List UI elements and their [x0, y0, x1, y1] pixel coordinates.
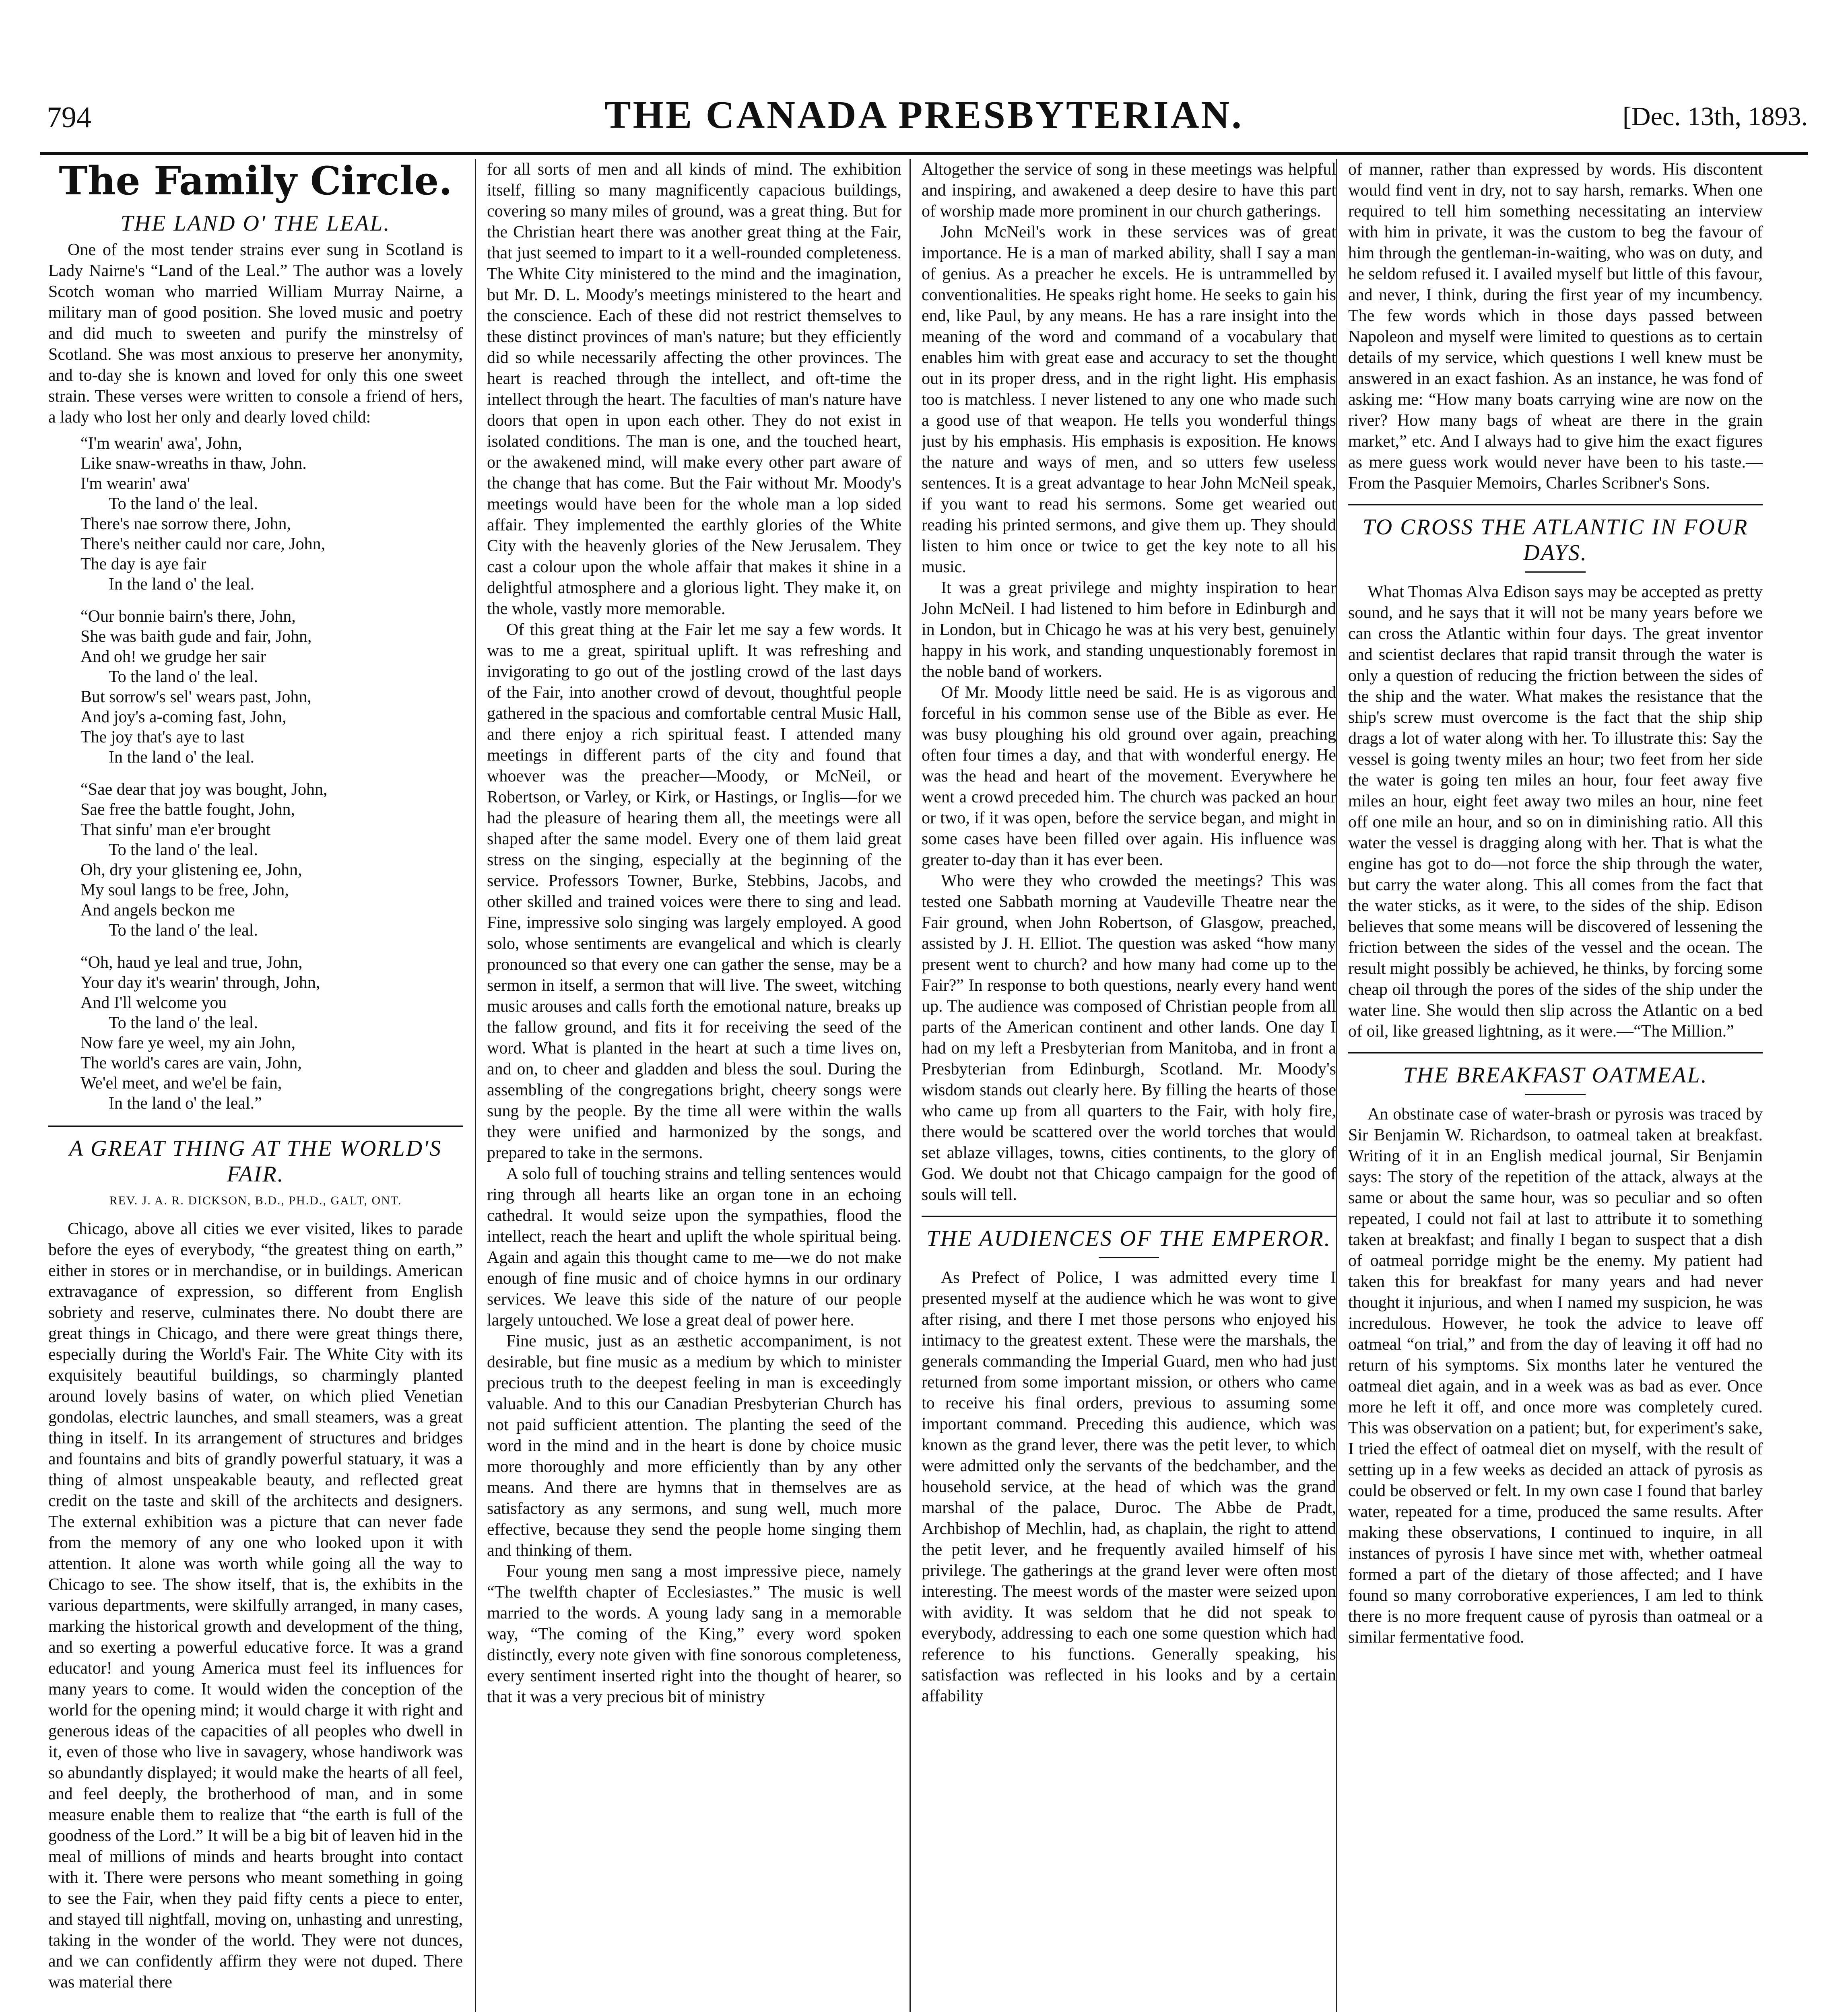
poem-line: And angels beckon me: [80, 901, 235, 919]
article-paragraph: Chicago, above all cities we ever visited, likes to parade before the eyes of everybody, “the greatest thing on earth,” either in stores or in merchandise, or in buildings. American extravagance of expression, so different from English sobriety and reserve, culminates there. No doubt there are great things in Chicago, and there were great things there, especially during the World's Fair. The White City with its exquisitely beautiful buildings, so charmingly planted around lovely basins of water, on which plied Venetian gondolas, electric launches, and small steamers, was a great thing in itself. In its arrangement of structures and bridges and fountains and bits of grandly powerful statuary, it was a thing of almost unspeakable beauty, and reflected great credit on the taste and skill of the architects and designers. The external exhibition was a picture that can never fade from the memory of any one who looked upon it with attention. It alone was worth while going all the way to Chicago to see. The show itself, that is, the exhibits in the various departments, were skilfully arranged, in many cases, marking the historical growth and development of the thing, and so exerting a powerful educative force. It was a grand educator! and young America must feel its influences for many years to come. It would widen the conception of the world for the opening mind; it would charge it with right and generous ideas of the capacities of all peoples who dwell in it, even of those who live in savagery, whose handiwork was so abundantly displayed; it would make the hearts of all feel, and feel deeply, the brotherhood of man, and in some measure enable them to realize that “the earth is full of the goodness of the Lord.” It will be a big bit of leaven hid in the meal of millions of minds and hearts brought into contact with it. There were persons who meant something in going to see the Fair, when they paid fifty cents a piece to enter, and stayed till nightfall, moving on, unhasting and unresting, taking in the wonder of the world. They were not dunces, and we can confidently affirm they were not duped. There was material there: [48, 1220, 463, 1991]
article-byline: REV. J. A. R. DICKSON, B.D., PH.D., GALT, ONT.: [109, 1194, 402, 1207]
article-title-emperor: THE AUDIENCES OF THE EMPEROR.: [926, 1226, 1331, 1251]
poem-line: And joy's a-coming fast, John,: [80, 708, 287, 726]
poem-line: Oh, dry your glistening ee, John,: [80, 861, 302, 879]
poem-line: To the land o' the leal.: [109, 841, 258, 859]
column-2: [487, 159, 901, 2012]
page-number: 794: [47, 101, 91, 134]
article-paragraph: Altogether the service of song in these meetings was helpful and inspiring, and awakened a deep desire to have this part of worship made more prominent in our church gatherings.: [922, 160, 1336, 221]
poem-line: To the land o' the leal.: [109, 921, 258, 940]
article-paragraph: One of the most tender strains ever sung in Scotland is Lady Nairne's “Land of the Leal.” The author was a lovely Scotch woman who married William Murray Nairne, a military man of good position. She loved music and poetry and did much to sweeten and purify the minstrelsy of Scotland. She was most anxious to preserve her anonymity, and to-day she is known and loved for only this one sweet strain. These verses were written to console a friend of hers, a lady who lost her only and dearly loved child:: [48, 241, 463, 427]
article-paragraph: Of Mr. Moody little need be said. He is as vigorous and forceful in his common sense use of the Bible as ever. He was busy ploughing his old ground over again, preaching often four times a day, and that with wonderful energy. He was the head and heart of the movement. Everywhere he went a crowd preceded him. The church was packed an hour or two, if it was open, before the service began, and might in some cases have been filled over again. His influence was greater to-day than it has ever been.: [922, 683, 1336, 869]
poem-line: “I'm wearin' awa', John,: [80, 434, 242, 453]
article-paragraph: John McNeil's work in these services was of great importance. He is a man of marked ability, shall I say a man of genius. As a preacher he excels. He is untrammelled by conventionalities. He speaks right home. He seeks to gain his end, like Paul, by any means. He has a rare insight into the meaning of the word and command of a vocabulary that enables him with great ease and accuracy to set the thought out in its proper dress, and in the right light. His emphasis too is matchless. I never listened to any one who made such a good use of that weapon. He tells you wonderful things just by his emphasis. His emphasis is exposition. He knows the nature and ways of men, and so utters few useless sentences. It is a great advantage to hear John McNeil speak, if you want to read his sermons. Some get wearied out reading his printed sermons, and give them up. They should listen to him once or twice to get the key note to all his music.: [922, 223, 1336, 576]
poem-line: She was baith gude and fair, John,: [80, 627, 312, 646]
title-rule: [1099, 1257, 1159, 1258]
title-rule: [1525, 1094, 1586, 1095]
poem-line: Like snaw-wreaths in thaw, John.: [80, 454, 307, 473]
column-divider: [910, 159, 911, 2012]
poem-line: Now fare ye weel, my ain John,: [80, 1034, 296, 1052]
article-paragraph: What Thomas Alva Edison says may be accepted as pretty sound, and he says that it will not be many years before we can cross the Atlantic within four days. The great inventor and scientist declares that rapid transit through the water is only a question of reducing the friction between the sides of the ship and the water. What makes the resistance that the ship's screw must overcome is the fact that the ship ship drags a lot of water along with her. To illustrate this: Say the vessel is going twenty miles an hour; two feet from her side the water is going ten miles an hour, four feet away five miles an hour, eight feet away two miles an hour, nine feet off one mile an hour, and so on in diminishing ratio. All this water the vessel is dragging along with her. That is what the engine has got to do—not force the ship through the water, but carry the water along. This all comes from the fact that the water sticks, as it were, to the sides of the ship. Edison believes that some means will be discovered of lessening the friction between the sides of the vessel and the ocean. The result might possibly be achieved, he thinks, by forcing some cheap oil through the pores of the sides of the ship under the water line. She would then slip across the Atlantic on a bed of oil, like greased lightning, as it were.—“The Million.”: [1348, 583, 1763, 1041]
masthead: THE CANADA PRESBYTERIAN.: [604, 93, 1244, 137]
department-title: The Family Circle.: [59, 159, 452, 204]
poem-line: In the land o' the leal.: [109, 748, 255, 767]
article-paragraph: Fine music, just as an æsthetic accompaniment, is not desirable, but fine music as a medium by which to minister precious truth to the deepest feeling in man is exceedingly valuable. And to this our Canadian Presbyterian Church has not paid sufficient attention. The planting the seed of the word in the mind and in the heart is done by choice music more thoroughly and more efficiently than by any other means. And there are hymns that in themselves are as satisfactory as any sermons, and sung well, much more effective, because they send the people home singing them and thinking of them.: [487, 1332, 901, 1560]
article-divider: [1348, 504, 1763, 505]
poem-line: In the land o' the leal.”: [109, 1094, 262, 1113]
column-4: [1348, 159, 1763, 2012]
header-rule: [40, 152, 1808, 155]
column-divider: [475, 159, 476, 2012]
article-divider: [1348, 1052, 1763, 1053]
poem-stanza: [64, 952, 463, 1113]
poem-line: “Oh, haud ye leal and true, John,: [80, 953, 303, 972]
issue-date: [Dec. 13th, 1893.: [1622, 102, 1808, 131]
article-title-atlantic: TO CROSS THE ATLANTIC IN FOUR DAYS.: [1362, 515, 1749, 565]
poem-line: My soul langs to be free, John,: [80, 881, 289, 899]
article-paragraph: of manner, rather than expressed by words. His discontent would find vent in dry, not to say harsh, remarks. When one required to tell him something necessitating an interview with him in private, it was the custom to beg the favour of him through the gentleman-in-waiting, who was on duty, and he seldom refused it. I availed myself but little of this favour, and never, I think, during the first year of my incumbency. The few words which in those days passed between Napoleon and myself were limited to questions as to certain details of my service, which questions I well knew must be answered in an exact fashion. As an instance, he was fond of asking me: “How many boats carrying wine are now on the river? How many bags of wheat are there in the grain market,” etc. And I always had to give him the exact figures as mere guess work would never have been to his taste.—From the Pasquier Memoirs, Charles Scribner's Sons.: [1348, 160, 1763, 493]
poem-line: To the land o' the leal.: [109, 1014, 258, 1032]
title-rule: [1525, 571, 1586, 573]
poem-line: I'm wearin' awa': [80, 474, 190, 493]
page-header: [40, 93, 1808, 149]
article-paragraph: Of this great thing at the Fair let me say a few words. It was to me a great, spiritual uplift. It was refreshing and invigorating to go out of the jostling crowd of the last days of the Fair, into another crowd of devout, thoughtful people gathered in the spacious and comfortable central Music Hall, and there enjoy a rich spiritual feast. I attended many meetings in different parts of the city and found that whoever was the preacher—Moody, or McNeil, or Robertson, or Varley, or Kirk, or Hastings, or Inglis—for we had the pleasure of hearing them all, the meetings were all shaped after the same model. Every one of them laid great stress on the singing, especially at the beginning of the service. Professors Towner, Burke, Stebbins, Jacobs, and other skilled and trained voices were there to sing and lead. Fine, impressive solo singing was largely employed. A good solo, whose sentiments are evangelical and which is clearly pronounced so that every one can gather the sense, may be a sermon in itself, a sermon that will live. The sweet, witching music arouses and calls forth the emotional nature, breaks up the fallow ground, and fits it for receiving the seed of the word. What is planted in the heart at such a time lives on, and on, to cheer and gladden and bless the soul. During the assembling of the congregations bright, cheery songs were sung by the people. By the time all were within the walls they were unified and harmonized by the songs, and prepared to take in the sermons.: [487, 621, 901, 1162]
article-paragraph: As Prefect of Police, I was admitted every time I presented myself at the audience which he was wont to give after rising, and there I met those persons who enjoyed his intimacy to the greatest extent. These were the marshals, the generals commanding the Imperial Guard, men who had just returned from some important mission, or others who came to receive his final orders, previous to assuming some important command. Preceding this audience, which was known as the grand lever, there was the petit lever, to which were admitted only the servants of the bedchamber, and the household service, at the head of which was the grand marshal of the palace, Duroc. The Abbe de Pradt, Archbishop of Mechlin, had, as chaplain, the right to attend the petit lever, and he frequently availed himself of his privilege. The gatherings at the grand lever were often most interesting. The meest words of the master were seized upon with avidity. It was seldom that he did not speak to everybody, addressing to each one some question which had reference to his functions. Generally speaking, his satisfaction was reflected in his looks and by a certain affability: [922, 1268, 1336, 1705]
column-3: [922, 159, 1336, 2012]
poem-line: There's nae sorrow there, John,: [80, 515, 291, 533]
poem-line: There's neither cauld nor care, John,: [80, 535, 326, 553]
article-paragraph: An obstinate case of water-brash or pyrosis was traced by Sir Benjamin W. Richardson, to oatmeal taken at breakfast. Writing of it in an English medical journal, Sir Benjamin says: The story of the repetition of the attack, always at the same or about the same hour, was so peculiar and so often repeated, I could not fail at last to attribute it to something taken at breakfast; and finally I began to suspect that a dish of oatmeal porridge might be the enemy. My patient had taken this for breakfast for many years and had never thought it injurious, and when I named my suspicion, he was incredulous. However, he took the advice to leave off oatmeal “on trial,” and from the day of leaving it off had no return of his symptoms. Six months later he ventured the oatmeal diet again, and in a week was as bad as ever. Once more he left it off, and once more was completely cured. This was observation on a patient; but, for experiment's sake, I tried the effect of oatmeal diet on myself, with the result of setting up in a few weeks as decided an attack of pyrosis as could be observed or felt. In my own case I found that barley water, repeated for a time, produced the same results. After making these observations, I continued to inquire, in all instances of pyrosis I have since met with, whether oatmeal formed a part of the dietary of those affected; and I have found so many corroborative experiences, I am led to think there is no more frequent cause of pyrosis than oatmeal or a similar fermentative food.: [1348, 1105, 1763, 1647]
poem-line: “Our bonnie bairn's there, John,: [80, 607, 296, 626]
article-paragraph: A solo full of touching strains and telling sentences would ring through all hearts like an organ tone in an echoing cathedral. It would seize upon the sympathies, flood the intellect, reach the heart and uplift the whole spiritual being. Again and again this thought came to me—we do not make enough of fine music and of choice hymns in our ordinary services. We leave this side of the nature of our people largely untouched. We lose a great deal of power here.: [487, 1165, 901, 1330]
poem: [64, 433, 463, 1113]
article-divider: [922, 1216, 1336, 1217]
poem-line: But sorrow's sel' wears past, John,: [80, 688, 311, 706]
article-title-fair: A GREAT THING AT THE WORLD'S FAIR.: [69, 1136, 442, 1187]
article-title-oatmeal: THE BREAKFAST OATMEAL.: [1403, 1063, 1708, 1088]
article-paragraph: Four young men sang a most impressive piece, namely “The twelfth chapter of Ecclesiastes.” The music is well married to the words. A young lady sang in a memorable way, “The coming of the King,” every word spoken distinctly, every note given with fine sonorous completeness, every sentiment inserted right into the thought of hearer, so that it was a very precious bit of ministry: [487, 1562, 901, 1706]
poem-line: The world's cares are vain, John,: [80, 1054, 302, 1072]
article-paragraph: Who were they who crowded the meetings? This was tested one Sabbath morning at Vaudeville Theatre near the Fair ground, when John Robertson, of Glasgow, preached, assisted by J. H. Elliot. The question was asked “how many present went to church? and how many had come up to the Fair?” In response to both questions, nearly every hand went up. The audience was composed of Christian people from all parts of the American continent and other lands. One day I had on my left a Presbyterian from Manitoba, and in front a Presbyterian from Edinburgh, Scotland. Mr. Moody's wisdom stands out clearly here. By filling the hearts of those who came up from all quarters to the Fair, with holy fire, there would be scattered over the world torches that would set ablaze villages, towns, cities continents, to the glory of God. We doubt not that Chicago campaign for the good of souls will tell.: [922, 872, 1336, 1204]
poem-line: In the land o' the leal.: [109, 575, 255, 594]
poem-stanza: [64, 433, 463, 594]
poem-stanza: [64, 779, 463, 940]
article-title-leal: THE LAND O' THE LEAL.: [120, 211, 391, 236]
article-divider: [48, 1126, 463, 1127]
article-paragraph: It was a great privilege and mighty inspiration to hear John McNeil. I had listened to him before in Edinburgh and in London, but in Chicago he was at his very best, genuinely happy in his work, and standing unquestionably foremost in the noble band of workers.: [922, 579, 1336, 681]
poem-line: To the land o' the leal.: [109, 668, 258, 686]
poem-line: That sinfu' man e'er brought: [80, 820, 271, 839]
column-divider: [1336, 159, 1337, 2012]
poem-line: And I'll welcome you: [80, 994, 227, 1012]
column-1: [48, 159, 463, 2012]
poem-line: The day is aye fair: [80, 555, 206, 573]
poem-line: We'el meet, and we'el be fain,: [80, 1074, 282, 1093]
poem-line: Your day it's wearin' through, John,: [80, 973, 320, 992]
poem-line: The joy that's aye to last: [80, 728, 245, 746]
poem-line: “Sae dear that joy was bought, John,: [80, 780, 328, 799]
poem-stanza: [64, 606, 463, 767]
article-paragraph: for all sorts of men and all kinds of mind. The exhibition itself, filling so many magnificently capacious buildings, covering so many miles of ground, was a great thing. But for the Christian heart there was another great thing at the Fair, that just seemed to impart to it a well-rounded completeness. The White City ministered to the mind and the imagination, but Mr. D. L. Moody's meetings ministered to the heart and the conscience. Each of these did not restrict themselves to these distinct provinces of man's nature; but they efficiently did so while necessarily affecting the other provinces. The heart is reached through the intellect, and oft-time the intellect through the heart. The faculties of man's nature have doors that open in upon each other. They do not exist in isolated conditions. The man is one, and the touched heart, or the awakened mind, will make every other part aware of the change that has come. But the Fair without Mr. Moody's meetings would have been for the whole man a lop sided affair. They implemented the earthly glories of the White City with the heavenly glories of the New Jerusalem. They cast a colour upon the whole affair that makes it shine in a delightful atmosphere and a glorious light. They make it, on the whole, vastly more memorable.: [487, 160, 901, 618]
poem-line: Sae free the battle fought, John,: [80, 800, 295, 819]
poem-line: To the land o' the leal.: [109, 495, 258, 513]
poem-line: And oh! we grudge her sair: [80, 647, 266, 666]
